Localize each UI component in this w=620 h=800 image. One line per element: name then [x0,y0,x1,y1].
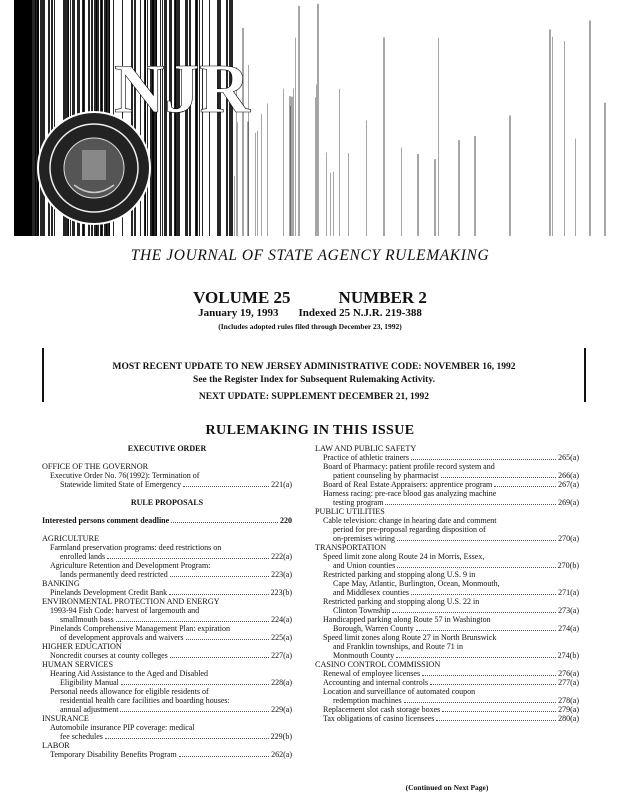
toc-entry-title: Cable television: change in hearing date and comment [323,516,497,525]
category-labor: LABOR [42,741,70,750]
toc-entry[interactable] [42,543,292,561]
toc-page-ref: 229(b) [270,732,292,741]
toc-entry-title: Noncredit courses at county colleges [50,651,168,660]
volume-line [0,288,620,308]
toc-entry[interactable] [315,705,579,714]
toc-entry-title: Statewide limited State of Emergency [60,480,182,489]
volume: VOLUME 25 [193,288,291,307]
leader-dots [441,476,557,478]
toc-entry[interactable] [42,624,292,642]
toc-entry-title: Accounting and internal controls [323,678,429,687]
toc-entry-title: Borough, Warren County [333,624,414,633]
date-line [0,307,620,319]
leader-dots [404,701,556,703]
leader-dots [436,719,556,721]
rulemaking-heading: RULEMAKING IN THIS ISSUE [205,423,415,438]
category-public-utilities: PUBLIC UTILITIES [315,507,385,516]
rule-proposals-heading: RULE PROPOSALS [130,498,204,507]
toc-entry[interactable] [315,453,579,462]
toc-entry[interactable] [42,669,292,687]
category-law: LAW AND PUBLIC SAFETY [315,444,417,453]
leader-dots [397,539,556,541]
toc-entry[interactable] [315,669,579,678]
category-agriculture: AGRICULTURE [42,534,100,543]
leader-dots [171,521,278,523]
toc-page-ref: 229(a) [271,705,292,714]
toc-entry[interactable] [42,606,292,624]
toc-page-ref: 227(a) [271,651,292,660]
leader-dots [397,566,555,568]
toc-page-ref: 221(a) [271,480,292,489]
toc-entry[interactable] [315,552,579,570]
update-line-2: See the Register Index for Subsequent Rulemaking Activity. [193,375,435,385]
update-line-3: NEXT UPDATE: SUPPLEMENT DECEMBER 21, 1992 [198,392,430,402]
toc-page-ref: 220 [280,516,292,525]
toc-entry-title: Board of Real Estate Appraisers: apprentice program [323,480,493,489]
toc-entry[interactable] [315,516,579,543]
state-seal-icon [38,112,150,224]
leader-dots [416,629,556,631]
category-governor: OFFICE OF THE GOVERNOR [42,462,149,471]
leader-dots [107,557,269,559]
toc-page-ref: 278(a) [558,696,579,705]
toc-page-ref: 225(a) [271,633,292,642]
toc-page-ref: 274(a) [558,624,579,633]
toc-entry-title: Practice of athletic trainers [323,453,409,462]
toc-entry-title: Speed limit zone along Route 24 in Morris, Essex, [323,552,485,561]
category-casino: CASINO CONTROL COMMISSION [315,660,441,669]
toc-entry[interactable] [315,633,579,660]
toc-entry-title: 1993-94 Fish Code: harvest of largemouth and [50,606,200,615]
leader-dots [120,710,269,712]
toc-entry-title: and Franklin townships, and Route 71 in [333,642,463,651]
toc-entry-title: and Middlesex counties [333,588,409,597]
toc-entry-title: redemption machines [333,696,402,705]
toc-entry-title: Agriculture Retention and Development Program: [50,561,211,570]
toc-entry-title: annual adjustment [60,705,119,714]
toc-entry-title: testing program [333,498,384,507]
category-environment: ENVIRONMENTAL PROTECTION AND ENERGY [42,597,220,606]
leader-dots [170,656,269,658]
leader-dots [430,683,556,685]
leader-dots [183,485,269,487]
toc-entry-title: Farmland preservation programs: deed restrictions on [50,543,222,552]
toc-page-ref: 223(b) [270,588,292,597]
toc-entry[interactable] [315,678,579,687]
toc-entry-title: Interested persons comment deadline [42,516,170,525]
toc-entry-title: on-premises wiring [333,534,395,543]
toc-entry-title: patient counseling by pharmacist [333,471,439,480]
category-insurance: INSURANCE [42,714,89,723]
leader-dots [494,485,556,487]
toc-page-ref: 274(b) [557,651,579,660]
leader-dots [121,683,269,685]
toc-entry[interactable] [42,588,292,597]
njr-logo: NJR [114,51,251,128]
toc-entry-title: Clinton Township [333,606,391,615]
update-box [42,348,586,402]
toc-page-ref: 266(a) [558,471,579,480]
toc-entry-title: Harness racing: pre-race blood gas analyzing machine [323,489,497,498]
toc-entry[interactable] [315,480,579,489]
toc-entry-title: smallmouth bass [60,615,114,624]
category-banking: BANKING [42,579,80,588]
toc-entry-title: Cape May, Atlantic, Burlington, Ocean, Monmouth, [333,579,500,588]
toc-entry[interactable] [42,750,292,759]
toc-entry[interactable] [315,687,579,705]
toc-page-ref: 223(a) [271,570,292,579]
toc-entry-title: Restricted parking and stopping along U.S. 9 in [323,570,476,579]
toc-entry-title: Executive Order No. 76(1992): Termination of [50,471,200,480]
toc-entry-title: Location and surveillance of automated coupon [323,687,476,696]
toc-page-ref: 273(a) [558,606,579,615]
toc-page-ref: 279(a) [558,705,579,714]
toc-entry[interactable] [315,570,579,597]
executive-order-heading: EXECUTIVE ORDER [127,444,207,453]
issue-date: January 19, 1993 [198,307,279,319]
update-line-1: MOST RECENT UPDATE TO NEW JERSEY ADMINISTRATIVE CODE: NOVEMBER 16, 1992 [112,362,516,372]
toc-entry-title: Automobile insurance PIP coverage: medical [50,723,195,732]
issue-number: NUMBER 2 [338,288,427,307]
toc-page-ref: 262(a) [271,750,292,759]
right-column [315,444,579,723]
toc-entry-title: Handicapped parking along Route 57 in Washington [323,615,491,624]
toc-entry-title: Hearing Aid Assistance to the Aged and Disabled [50,669,208,678]
toc-entry-title: Personal needs allowance for eligible residents of [50,687,209,696]
toc-entry-title: lands permanently deed restricted [60,570,168,579]
toc-entry-title: Pinelands Development Credit Bank [50,588,168,597]
leader-dots [186,638,270,640]
toc-entry[interactable] [42,651,292,660]
leader-dots [411,593,556,595]
toc-page-ref: 265(a) [558,453,579,462]
toc-entry-title: and Union counties [333,561,396,570]
toc-entry-title: fee schedules [60,732,103,741]
leader-dots [105,737,269,739]
toc-entry[interactable] [42,687,292,714]
category-higher-education: HIGHER EDUCATION [42,642,122,651]
toc-entry-title: Eligibility Manual [60,678,119,687]
toc-entry-title: Speed limit zones along Route 27 in North Brunswick [323,633,497,642]
toc-entry-title: Restricted parking and stopping along U.S. 22 in [323,597,480,606]
toc-entry[interactable] [315,714,579,723]
leader-dots [116,620,270,622]
leader-dots [169,593,269,595]
toc-entry-title: Pinelands Comprehensive Management Plan: expiration [50,624,230,633]
leader-dots [385,503,556,505]
leader-dots [396,656,556,658]
toc-page-ref: 271(a) [558,588,579,597]
continued-note: (Continued on Next Page) [405,783,489,792]
leader-dots [392,611,556,613]
toc-page-ref: 224(a) [271,615,292,624]
toc-page-ref: 269(a) [558,498,579,507]
toc-page-ref: 267(a) [558,480,579,489]
toc-entry-title: Replacement slot cash storage boxes [323,705,441,714]
toc-entry-interested[interactable] [42,516,292,525]
left-column [42,444,292,759]
toc-entry[interactable] [315,615,579,633]
toc-entry-title: period for pre-proposal regarding disposition of [333,525,486,534]
toc-entry-title: enrolled lands [60,552,106,561]
toc-entry[interactable] [315,597,579,615]
toc-entry[interactable] [42,723,292,741]
leader-dots [442,710,556,712]
leader-dots [179,755,269,757]
index-range: Indexed 25 N.J.R. 219-388 [298,307,422,319]
toc-entry-title: Renewal of employee licenses [323,669,421,678]
toc-page-ref: 280(a) [558,714,579,723]
toc-page-ref: 228(a) [271,678,292,687]
toc-entry[interactable] [42,471,292,489]
toc-page-ref: 270(a) [558,534,579,543]
toc-entry-title: residential health care facilities and boarding houses: [60,696,230,705]
category-transportation: TRANSPORTATION [315,543,387,552]
toc-entry-title: Board of Pharmacy: patient profile record system and [323,462,495,471]
leader-dots [170,575,269,577]
journal-subtitle: THE JOURNAL OF STATE AGENCY RULEMAKING [130,247,490,264]
toc-entry[interactable] [315,489,579,507]
includes-note: (Includes adopted rules filed through December 23, 1992) [218,322,402,331]
toc-entry-title: Temporary Disability Benefits Program [50,750,177,759]
toc-page-ref: 277(a) [558,678,579,687]
leader-dots [411,458,556,460]
leader-dots [422,674,556,676]
toc-entry-title: of development approvals and waivers [60,633,184,642]
toc-entry-title: Tax obligations of casino licensees [323,714,435,723]
toc-entry[interactable] [315,462,579,480]
toc-page-ref: 270(b) [557,561,579,570]
toc-entry-title: Monmouth County [333,651,395,660]
toc-page-ref: 222(a) [271,552,292,561]
masthead-banner [14,0,614,236]
toc-page-ref: 276(a) [558,669,579,678]
category-human-services: HUMAN SERVICES [42,660,113,669]
toc-entry[interactable] [42,561,292,579]
